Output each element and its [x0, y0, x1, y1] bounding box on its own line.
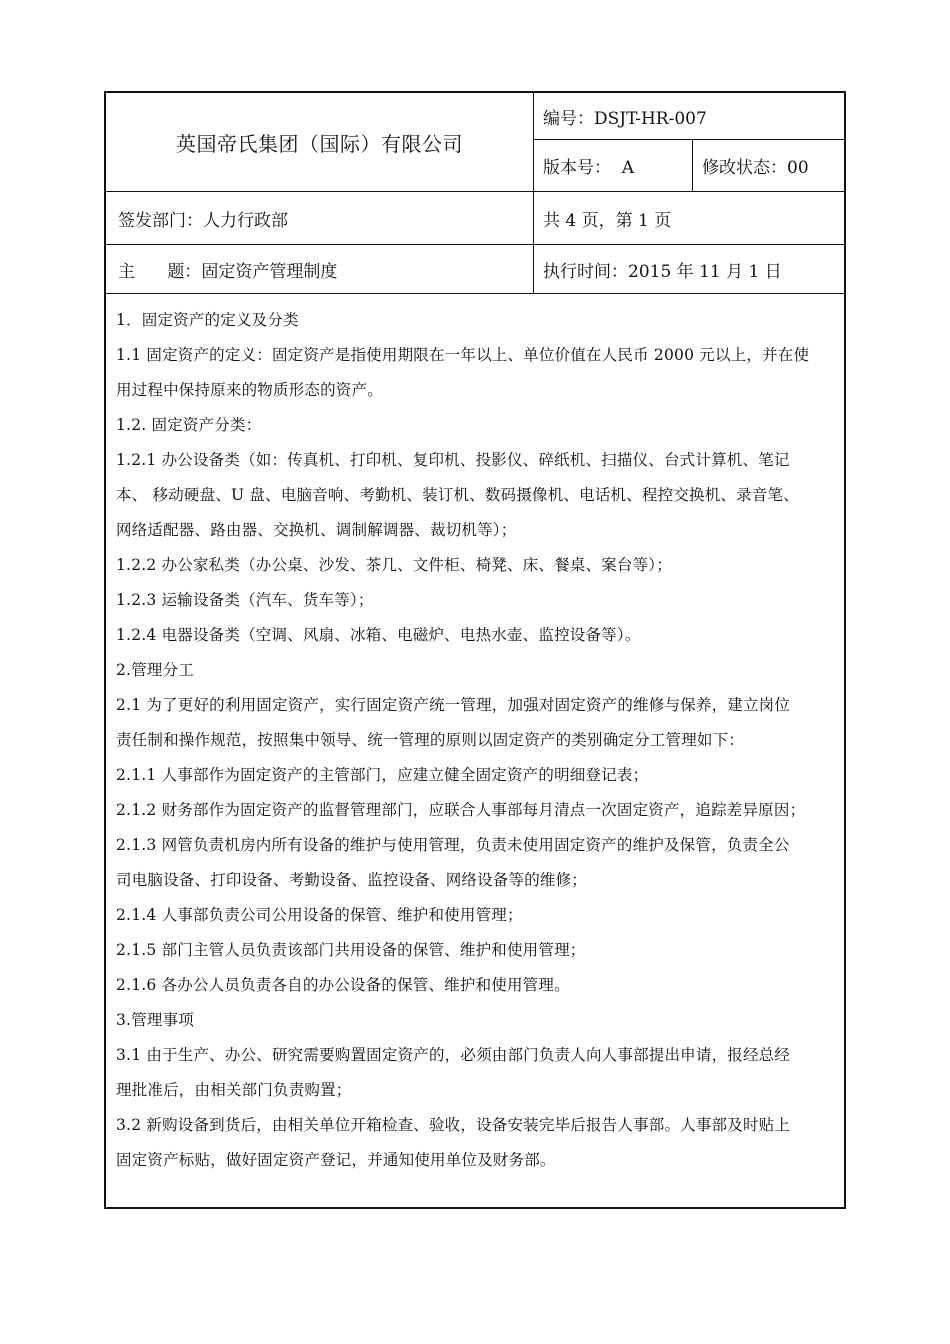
section-heading: 3.管理事项 [116, 1011, 194, 1029]
subject: 主 题：固定资产管理制度 [118, 261, 338, 282]
doc-number: 编号：DSJT-HR-007 [543, 108, 707, 129]
paragraph-line: 1.2. 固定资产分类： [116, 416, 262, 434]
paragraph-line: 本、 移动硬盘、U 盘、电脑音响、考勤机、装订机、数码摄像机、电话机、程控交换机、录音笔、 [116, 486, 799, 504]
page-count: 共 4 页，第 1 页 [543, 210, 672, 231]
paragraph-line: 2.1.6 各办公人员负责各自的办公设备的保管、维护和使用管理。 [116, 976, 570, 994]
paragraph-line: 1.2.2 办公家私类（办公桌、沙发、茶几、文件柜、椅凳、床、餐桌、案台等）； [116, 556, 672, 574]
paragraph-line: 3.2 新购设备到货后，由相关单位开箱检查、验收，设备安装完毕后报告人事部。人事部及时贴上 [116, 1116, 791, 1134]
policy-body [116, 303, 836, 1178]
company-name: 英国帝氏集团（国际）有限公司 [176, 131, 463, 156]
paragraph-line: 1.2.4 电器设备类（空调、风扇、冰箱、电磁炉、电热水壶、监控设备等）。 [116, 626, 641, 644]
effective-date: 执行时间：2015 年 11 月 1 日 [543, 261, 782, 282]
paragraph-line: 用过程中保持原来的物质形态的资产。 [116, 381, 383, 399]
paragraph-line: 2.1.3 网管负责机房内所有设备的维护与使用管理，负责未使用固定资产的维护及保管，负责全公 [116, 836, 790, 854]
row-divider [106, 293, 844, 294]
paragraph-line: 1.2.1 办公设备类（如：传真机、打印机、复印机、投影仪、碎纸机、扫描仪、台式计算机、笔记 [116, 451, 790, 469]
paragraph-line: 1.2.3 运输设备类（汽车、货车等）； [116, 591, 374, 609]
paragraph-line: 2.1.4 人事部负责公司公用设备的保管、维护和使用管理； [116, 906, 523, 924]
paragraph-line: 网络适配器、路由器、交换机、调制解调器、裁切机等）； [116, 521, 517, 539]
section-heading: 2.管理分工 [116, 661, 194, 679]
paragraph-line: 1.1 固定资产的定义：固定资产是指使用期限在一年以上、单位价值在人民币 2000 元以上，并在使 [116, 346, 810, 364]
paragraph-line: 理批准后，由相关部门负责购置； [116, 1081, 352, 1099]
paragraph-line: 2.1.1 人事部作为固定资产的主管部门，应建立健全固定资产的明细登记表； [116, 766, 649, 784]
paragraph-line: 2.1 为了更好的利用固定资产，实行固定资产统一管理，加强对固定资产的维修与保养，建立岗位 [116, 696, 791, 714]
version-number: 版本号： A [543, 158, 635, 178]
paragraph-line: 责任制和操作规范，按照集中领导、统一管理的原则以固定资产的类别确定分工管理如下： [116, 731, 745, 749]
document-form [104, 91, 846, 1209]
revision-status: 修改状态：00 [702, 158, 809, 178]
issuing-department: 签发部门：人力行政部 [118, 210, 288, 231]
paragraph-line: 2.1.5 部门主管人员负责该部门共用设备的保管、维护和使用管理； [116, 941, 586, 959]
paragraph-line: 2.1.2 财务部作为固定资产的监督管理部门，应联合人事部每月清点一次固定资产，追踪差异原因； [116, 801, 806, 819]
paragraph-line: 司电脑设备、打印设备、考勤设备、监控设备、网络设备等的维修； [116, 871, 588, 889]
column-divider [533, 93, 534, 293]
paragraph-line: 固定资产标贴，做好固定资产登记，并通知使用单位及财务部。 [116, 1151, 556, 1169]
paragraph-line: 3.1 由于生产、办公、研究需要购置固定资产的，必须由部门负责人向人事部提出申请，报经总经 [116, 1046, 791, 1064]
column-divider [692, 139, 693, 191]
section-heading: 1．固定资产的定义及分类 [116, 311, 299, 329]
